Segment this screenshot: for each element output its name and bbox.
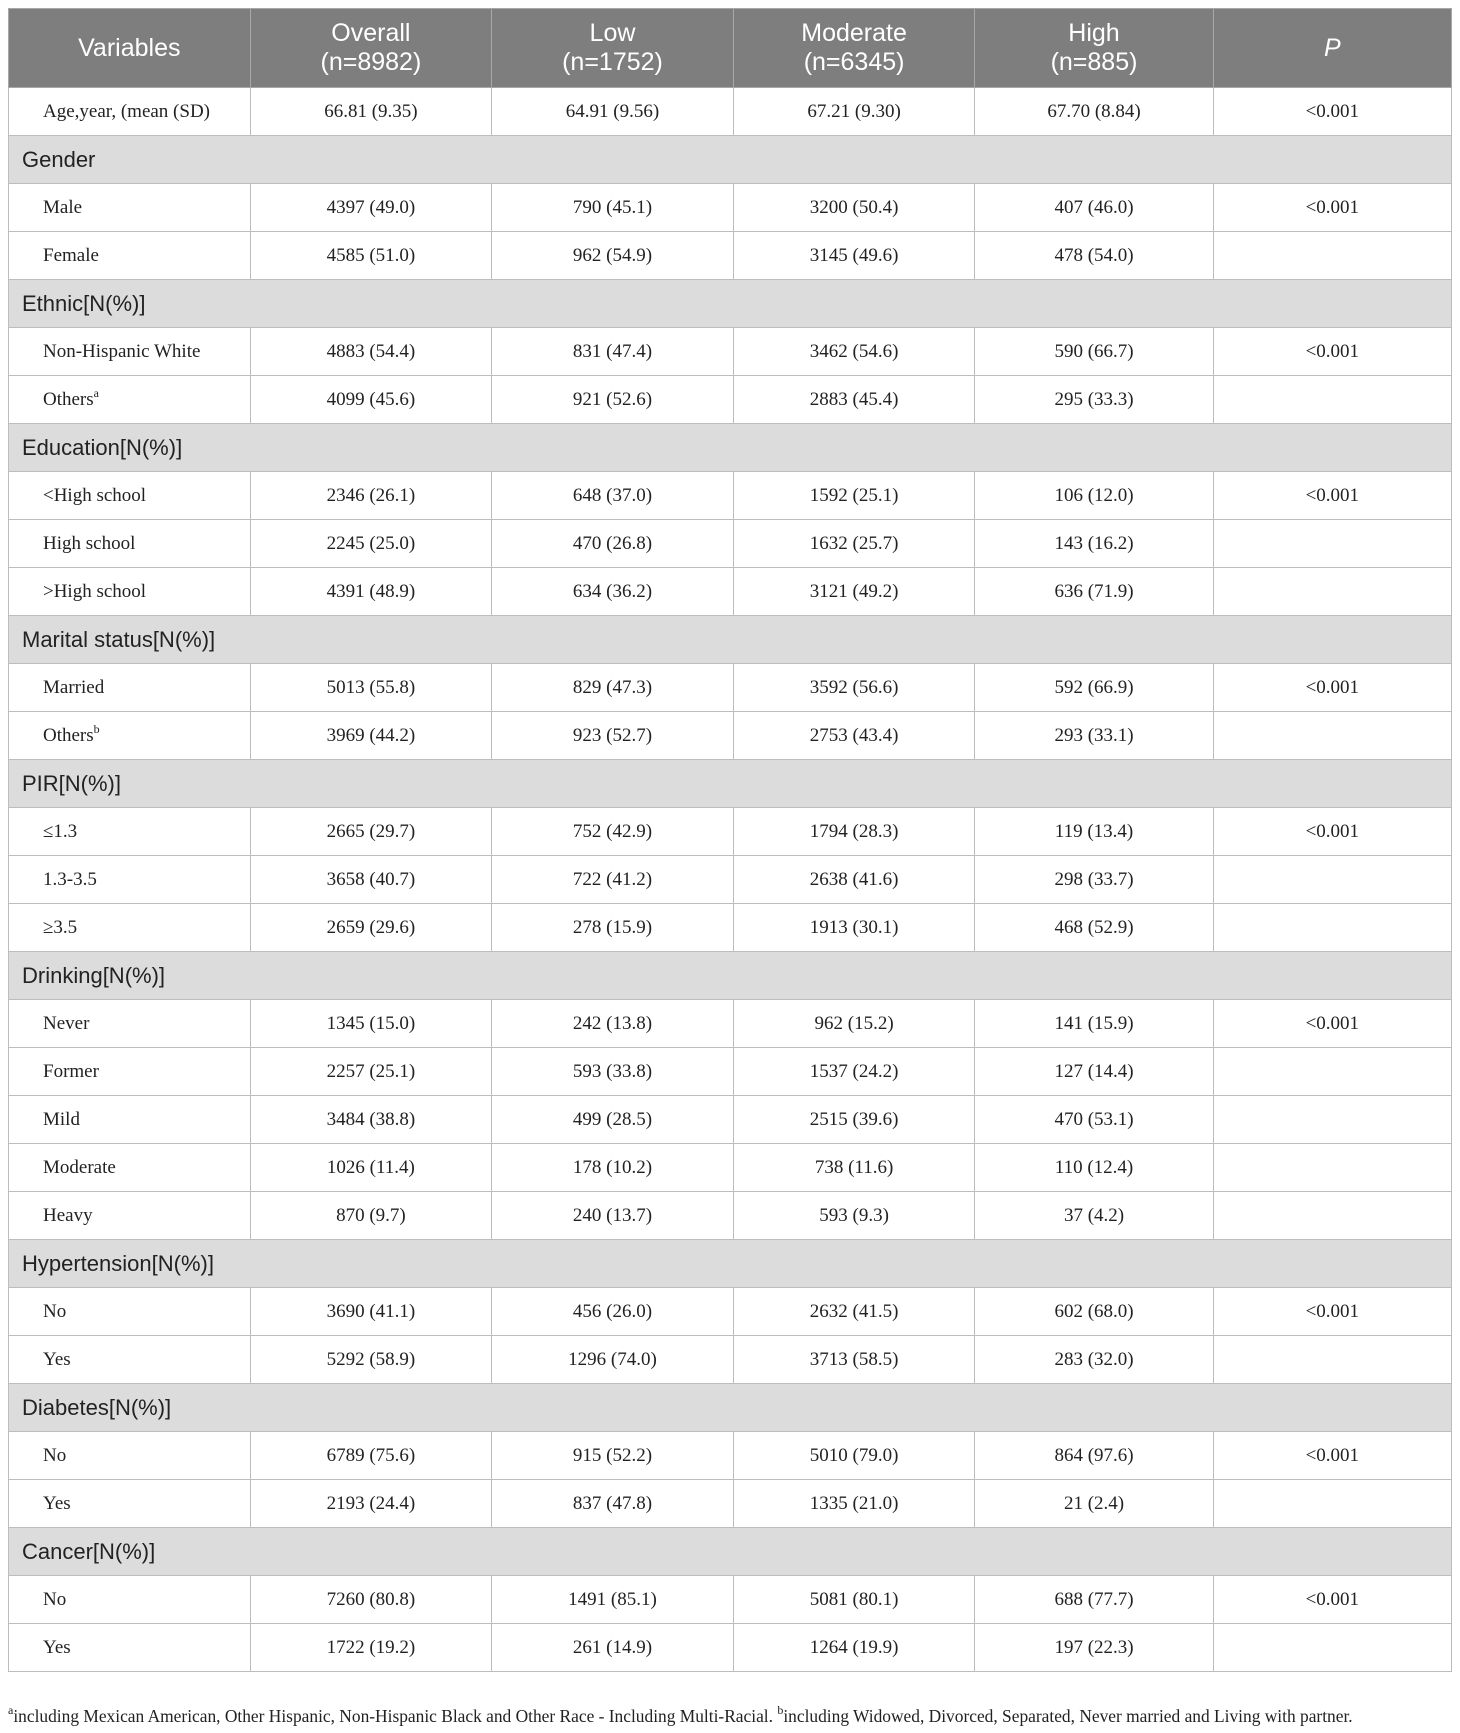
cell-overall: 3969 (44.2) (250, 712, 492, 760)
row-label (9, 1432, 251, 1480)
cell-low: 837 (47.8) (492, 1480, 734, 1528)
table-row (9, 904, 1452, 952)
cell-p-value: <0.001 (1213, 1288, 1451, 1336)
cell-low: 722 (41.2) (492, 856, 734, 904)
cell-moderate: 1794 (28.3) (733, 808, 975, 856)
cell-moderate: 3145 (49.6) (733, 232, 975, 280)
row-label (9, 1288, 251, 1336)
cell-moderate: 67.21 (9.30) (733, 88, 975, 136)
cell-overall: 3484 (38.8) (250, 1096, 492, 1144)
table-row (9, 520, 1452, 568)
row-label-text: Yes (43, 1492, 71, 1514)
table-row (9, 1096, 1452, 1144)
group-header-row (9, 616, 1452, 664)
cell-overall: 2665 (29.7) (250, 808, 492, 856)
group-label: Cancer[N(%)] (9, 1528, 1452, 1576)
table-row (9, 1144, 1452, 1192)
row-label-text: Others (43, 724, 94, 746)
row-label-text: Heavy (43, 1204, 93, 1226)
footnote-marker: b (93, 721, 100, 736)
cell-moderate: 3713 (58.5) (733, 1336, 975, 1384)
table-row (9, 1000, 1452, 1048)
cell-low: 456 (26.0) (492, 1288, 734, 1336)
table-row (9, 1432, 1452, 1480)
cell-low: 470 (26.8) (492, 520, 734, 568)
row-label-text: Others (43, 388, 94, 410)
table-row (9, 472, 1452, 520)
table-row (9, 1480, 1452, 1528)
cell-low: 962 (54.9) (492, 232, 734, 280)
row-label-text: Married (43, 676, 105, 698)
row-label (9, 664, 251, 712)
footnote-b-text: including Widowed, Divorced, Separated, Never married and Living with partner. (783, 1706, 1353, 1726)
table-row (9, 1576, 1452, 1624)
header-moderate: Moderate (n=6345) (733, 9, 975, 88)
row-label (9, 376, 251, 424)
cell-high: 119 (13.4) (975, 808, 1213, 856)
cell-moderate: 2753 (43.4) (733, 712, 975, 760)
row-label (9, 568, 251, 616)
cell-overall: 1026 (11.4) (250, 1144, 492, 1192)
group-header-row (9, 1384, 1452, 1432)
cell-overall: 1345 (15.0) (250, 1000, 492, 1048)
cell-overall: 2346 (26.1) (250, 472, 492, 520)
cell-moderate: 2638 (41.6) (733, 856, 975, 904)
cell-p-value (1213, 1480, 1451, 1528)
cell-p-value (1213, 568, 1451, 616)
cell-p-value (1213, 1336, 1451, 1384)
row-label-text: No (43, 1588, 67, 1610)
row-label (9, 184, 251, 232)
cell-p-value (1213, 856, 1451, 904)
cell-p-value (1213, 904, 1451, 952)
table-row (9, 1192, 1452, 1240)
cell-high: 143 (16.2) (975, 520, 1213, 568)
cell-overall: 7260 (80.8) (250, 1576, 492, 1624)
cell-low: 915 (52.2) (492, 1432, 734, 1480)
cell-moderate: 1592 (25.1) (733, 472, 975, 520)
row-label-text: Female (43, 244, 99, 266)
cell-p-value: <0.001 (1213, 1000, 1451, 1048)
cell-moderate: 3121 (49.2) (733, 568, 975, 616)
cell-overall: 2659 (29.6) (250, 904, 492, 952)
cell-high: 636 (71.9) (975, 568, 1213, 616)
row-label (9, 712, 251, 760)
row-label-text: ≤1.3 (43, 820, 78, 842)
group-header-row (9, 952, 1452, 1000)
row-label (9, 1048, 251, 1096)
group-header-row (9, 1240, 1452, 1288)
row-label-text: Male (43, 196, 83, 218)
cell-moderate: 962 (15.2) (733, 1000, 975, 1048)
cell-p-value (1213, 712, 1451, 760)
footnote-a-text: including Mexican American, Other Hispanic, Non-Hispanic Black and Other Race - Including Multi-Racial. (13, 1706, 778, 1726)
cell-moderate: 5081 (80.1) (733, 1576, 975, 1624)
group-label: PIR[N(%)] (9, 760, 1452, 808)
group-label: Gender (9, 136, 1452, 184)
row-label (9, 1336, 251, 1384)
cell-high: 592 (66.9) (975, 664, 1213, 712)
cell-moderate: 738 (11.6) (733, 1144, 975, 1192)
cell-low: 790 (45.1) (492, 184, 734, 232)
cell-low: 242 (13.8) (492, 1000, 734, 1048)
cell-p-value: <0.001 (1213, 88, 1451, 136)
row-label-text: 1.3-3.5 (43, 868, 97, 890)
cell-p-value: <0.001 (1213, 328, 1451, 376)
cell-low: 648 (37.0) (492, 472, 734, 520)
header-p-value: P (1213, 9, 1451, 88)
cell-moderate: 3200 (50.4) (733, 184, 975, 232)
cell-high: 864 (97.6) (975, 1432, 1213, 1480)
group-header-row (9, 280, 1452, 328)
cell-p-value (1213, 1192, 1451, 1240)
cell-high: 197 (22.3) (975, 1624, 1213, 1672)
row-label (9, 1192, 251, 1240)
cell-low: 923 (52.7) (492, 712, 734, 760)
cell-overall: 4585 (51.0) (250, 232, 492, 280)
table-row (9, 664, 1452, 712)
cell-overall: 4391 (48.9) (250, 568, 492, 616)
cell-low: 752 (42.9) (492, 808, 734, 856)
group-header-row (9, 1528, 1452, 1576)
table-row (9, 712, 1452, 760)
cell-moderate: 5010 (79.0) (733, 1432, 975, 1480)
group-header-row (9, 424, 1452, 472)
cell-overall: 2257 (25.1) (250, 1048, 492, 1096)
table-row (9, 1624, 1452, 1672)
cell-high: 590 (66.7) (975, 328, 1213, 376)
cell-overall: 1722 (19.2) (250, 1624, 492, 1672)
table-row (9, 232, 1452, 280)
cell-high: 283 (32.0) (975, 1336, 1213, 1384)
row-label (9, 1576, 251, 1624)
footnote-marker: a (93, 385, 99, 400)
cell-high: 688 (77.7) (975, 1576, 1213, 1624)
cell-p-value (1213, 1144, 1451, 1192)
cell-p-value (1213, 520, 1451, 568)
cell-moderate: 1913 (30.1) (733, 904, 975, 952)
table-row (9, 328, 1452, 376)
row-label (9, 1624, 251, 1672)
cell-low: 64.91 (9.56) (492, 88, 734, 136)
cell-high: 106 (12.0) (975, 472, 1213, 520)
row-label-text: High school (43, 532, 136, 554)
cell-overall: 3690 (41.1) (250, 1288, 492, 1336)
cell-p-value (1213, 1048, 1451, 1096)
cell-low: 499 (28.5) (492, 1096, 734, 1144)
group-label: Drinking[N(%)] (9, 952, 1452, 1000)
group-label: Hypertension[N(%)] (9, 1240, 1452, 1288)
cell-high: 37 (4.2) (975, 1192, 1213, 1240)
group-label: Education[N(%)] (9, 424, 1452, 472)
cell-low: 178 (10.2) (492, 1144, 734, 1192)
table-row (9, 1336, 1452, 1384)
footnote-b-marker: b (777, 1703, 784, 1717)
header-low: Low (n=1752) (492, 9, 734, 88)
cell-overall: 2245 (25.0) (250, 520, 492, 568)
table-row (9, 856, 1452, 904)
cell-overall: 5292 (58.9) (250, 1336, 492, 1384)
cell-moderate: 2515 (39.6) (733, 1096, 975, 1144)
cell-overall: 4883 (54.4) (250, 328, 492, 376)
cell-p-value: <0.001 (1213, 1432, 1451, 1480)
row-label (9, 904, 251, 952)
row-label (9, 232, 251, 280)
cell-moderate: 1264 (19.9) (733, 1624, 975, 1672)
cell-high: 298 (33.7) (975, 856, 1213, 904)
cell-overall: 2193 (24.4) (250, 1480, 492, 1528)
row-label (9, 328, 251, 376)
cell-overall: 4099 (45.6) (250, 376, 492, 424)
cell-high: 141 (15.9) (975, 1000, 1213, 1048)
cell-p-value (1213, 232, 1451, 280)
row-label (9, 856, 251, 904)
cell-overall: 3658 (40.7) (250, 856, 492, 904)
cell-high: 602 (68.0) (975, 1288, 1213, 1336)
row-label-text: ≥3.5 (43, 916, 78, 938)
cell-moderate: 3462 (54.6) (733, 328, 975, 376)
table-row (9, 1288, 1452, 1336)
row-label (9, 1096, 251, 1144)
cell-moderate: 1335 (21.0) (733, 1480, 975, 1528)
group-header-row (9, 760, 1452, 808)
row-label (9, 520, 251, 568)
row-label-text: Former (43, 1060, 99, 1082)
row-label (9, 1480, 251, 1528)
row-label (9, 1144, 251, 1192)
row-label (9, 472, 251, 520)
cell-p-value (1213, 376, 1451, 424)
cell-overall: 870 (9.7) (250, 1192, 492, 1240)
cell-overall: 5013 (55.8) (250, 664, 492, 712)
cell-low: 829 (47.3) (492, 664, 734, 712)
row-label-text: No (43, 1300, 67, 1322)
table-body (9, 88, 1452, 1672)
cell-moderate: 1537 (24.2) (733, 1048, 975, 1096)
row-label-text: Never (43, 1012, 90, 1034)
row-label (9, 1000, 251, 1048)
row-label-text: No (43, 1444, 67, 1466)
cell-moderate: 1632 (25.7) (733, 520, 975, 568)
cell-low: 1491 (85.1) (492, 1576, 734, 1624)
row-label-text: Moderate (43, 1156, 116, 1178)
cell-overall: 66.81 (9.35) (250, 88, 492, 136)
cell-high: 293 (33.1) (975, 712, 1213, 760)
cell-p-value: <0.001 (1213, 472, 1451, 520)
row-label (9, 808, 251, 856)
cell-p-value: <0.001 (1213, 664, 1451, 712)
row-label-text: Age,year, (mean (SD) (43, 100, 211, 122)
cell-moderate: 2632 (41.5) (733, 1288, 975, 1336)
group-label: Diabetes[N(%)] (9, 1384, 1452, 1432)
footnote-a-marker: a (8, 1703, 14, 1717)
header-high: High (n=885) (975, 9, 1213, 88)
cell-low: 634 (36.2) (492, 568, 734, 616)
table-row (9, 568, 1452, 616)
row-label-text: >High school (43, 580, 147, 602)
table-row (9, 376, 1452, 424)
baseline-characteristics-table (8, 8, 1452, 1672)
cell-high: 127 (14.4) (975, 1048, 1213, 1096)
row-label-text: Yes (43, 1636, 71, 1658)
group-label: Marital status[N(%)] (9, 616, 1452, 664)
table-row (9, 184, 1452, 232)
table-row (9, 808, 1452, 856)
cell-high: 468 (52.9) (975, 904, 1213, 952)
cell-high: 67.70 (8.84) (975, 88, 1213, 136)
cell-low: 921 (52.6) (492, 376, 734, 424)
row-label-text: Non-Hispanic White (43, 340, 201, 362)
cell-low: 261 (14.9) (492, 1624, 734, 1672)
cell-p-value (1213, 1624, 1451, 1672)
cell-high: 295 (33.3) (975, 376, 1213, 424)
cell-p-value: <0.001 (1213, 808, 1451, 856)
group-label: Ethnic[N(%)] (9, 280, 1452, 328)
cell-high: 110 (12.4) (975, 1144, 1213, 1192)
cell-high: 407 (46.0) (975, 184, 1213, 232)
header-row (9, 9, 1452, 88)
cell-low: 593 (33.8) (492, 1048, 734, 1096)
cell-low: 1296 (74.0) (492, 1336, 734, 1384)
cell-p-value: <0.001 (1213, 1576, 1451, 1624)
header-overall: Overall (n=8982) (250, 9, 492, 88)
row-label-text: Mild (43, 1108, 80, 1130)
row-label-text: <High school (43, 484, 147, 506)
cell-moderate: 3592 (56.6) (733, 664, 975, 712)
cell-low: 240 (13.7) (492, 1192, 734, 1240)
cell-p-value (1213, 1096, 1451, 1144)
cell-overall: 6789 (75.6) (250, 1432, 492, 1480)
table-row (9, 1048, 1452, 1096)
cell-moderate: 593 (9.3) (733, 1192, 975, 1240)
table-row (9, 88, 1452, 136)
cell-high: 470 (53.1) (975, 1096, 1213, 1144)
header-variables: Variables (9, 9, 251, 88)
cell-low: 831 (47.4) (492, 328, 734, 376)
table-footnote (8, 1703, 1452, 1727)
cell-low: 278 (15.9) (492, 904, 734, 952)
row-label (9, 88, 251, 136)
group-header-row (9, 136, 1452, 184)
row-label-text: Yes (43, 1348, 71, 1370)
cell-high: 478 (54.0) (975, 232, 1213, 280)
cell-high: 21 (2.4) (975, 1480, 1213, 1528)
cell-moderate: 2883 (45.4) (733, 376, 975, 424)
cell-overall: 4397 (49.0) (250, 184, 492, 232)
cell-p-value: <0.001 (1213, 184, 1451, 232)
